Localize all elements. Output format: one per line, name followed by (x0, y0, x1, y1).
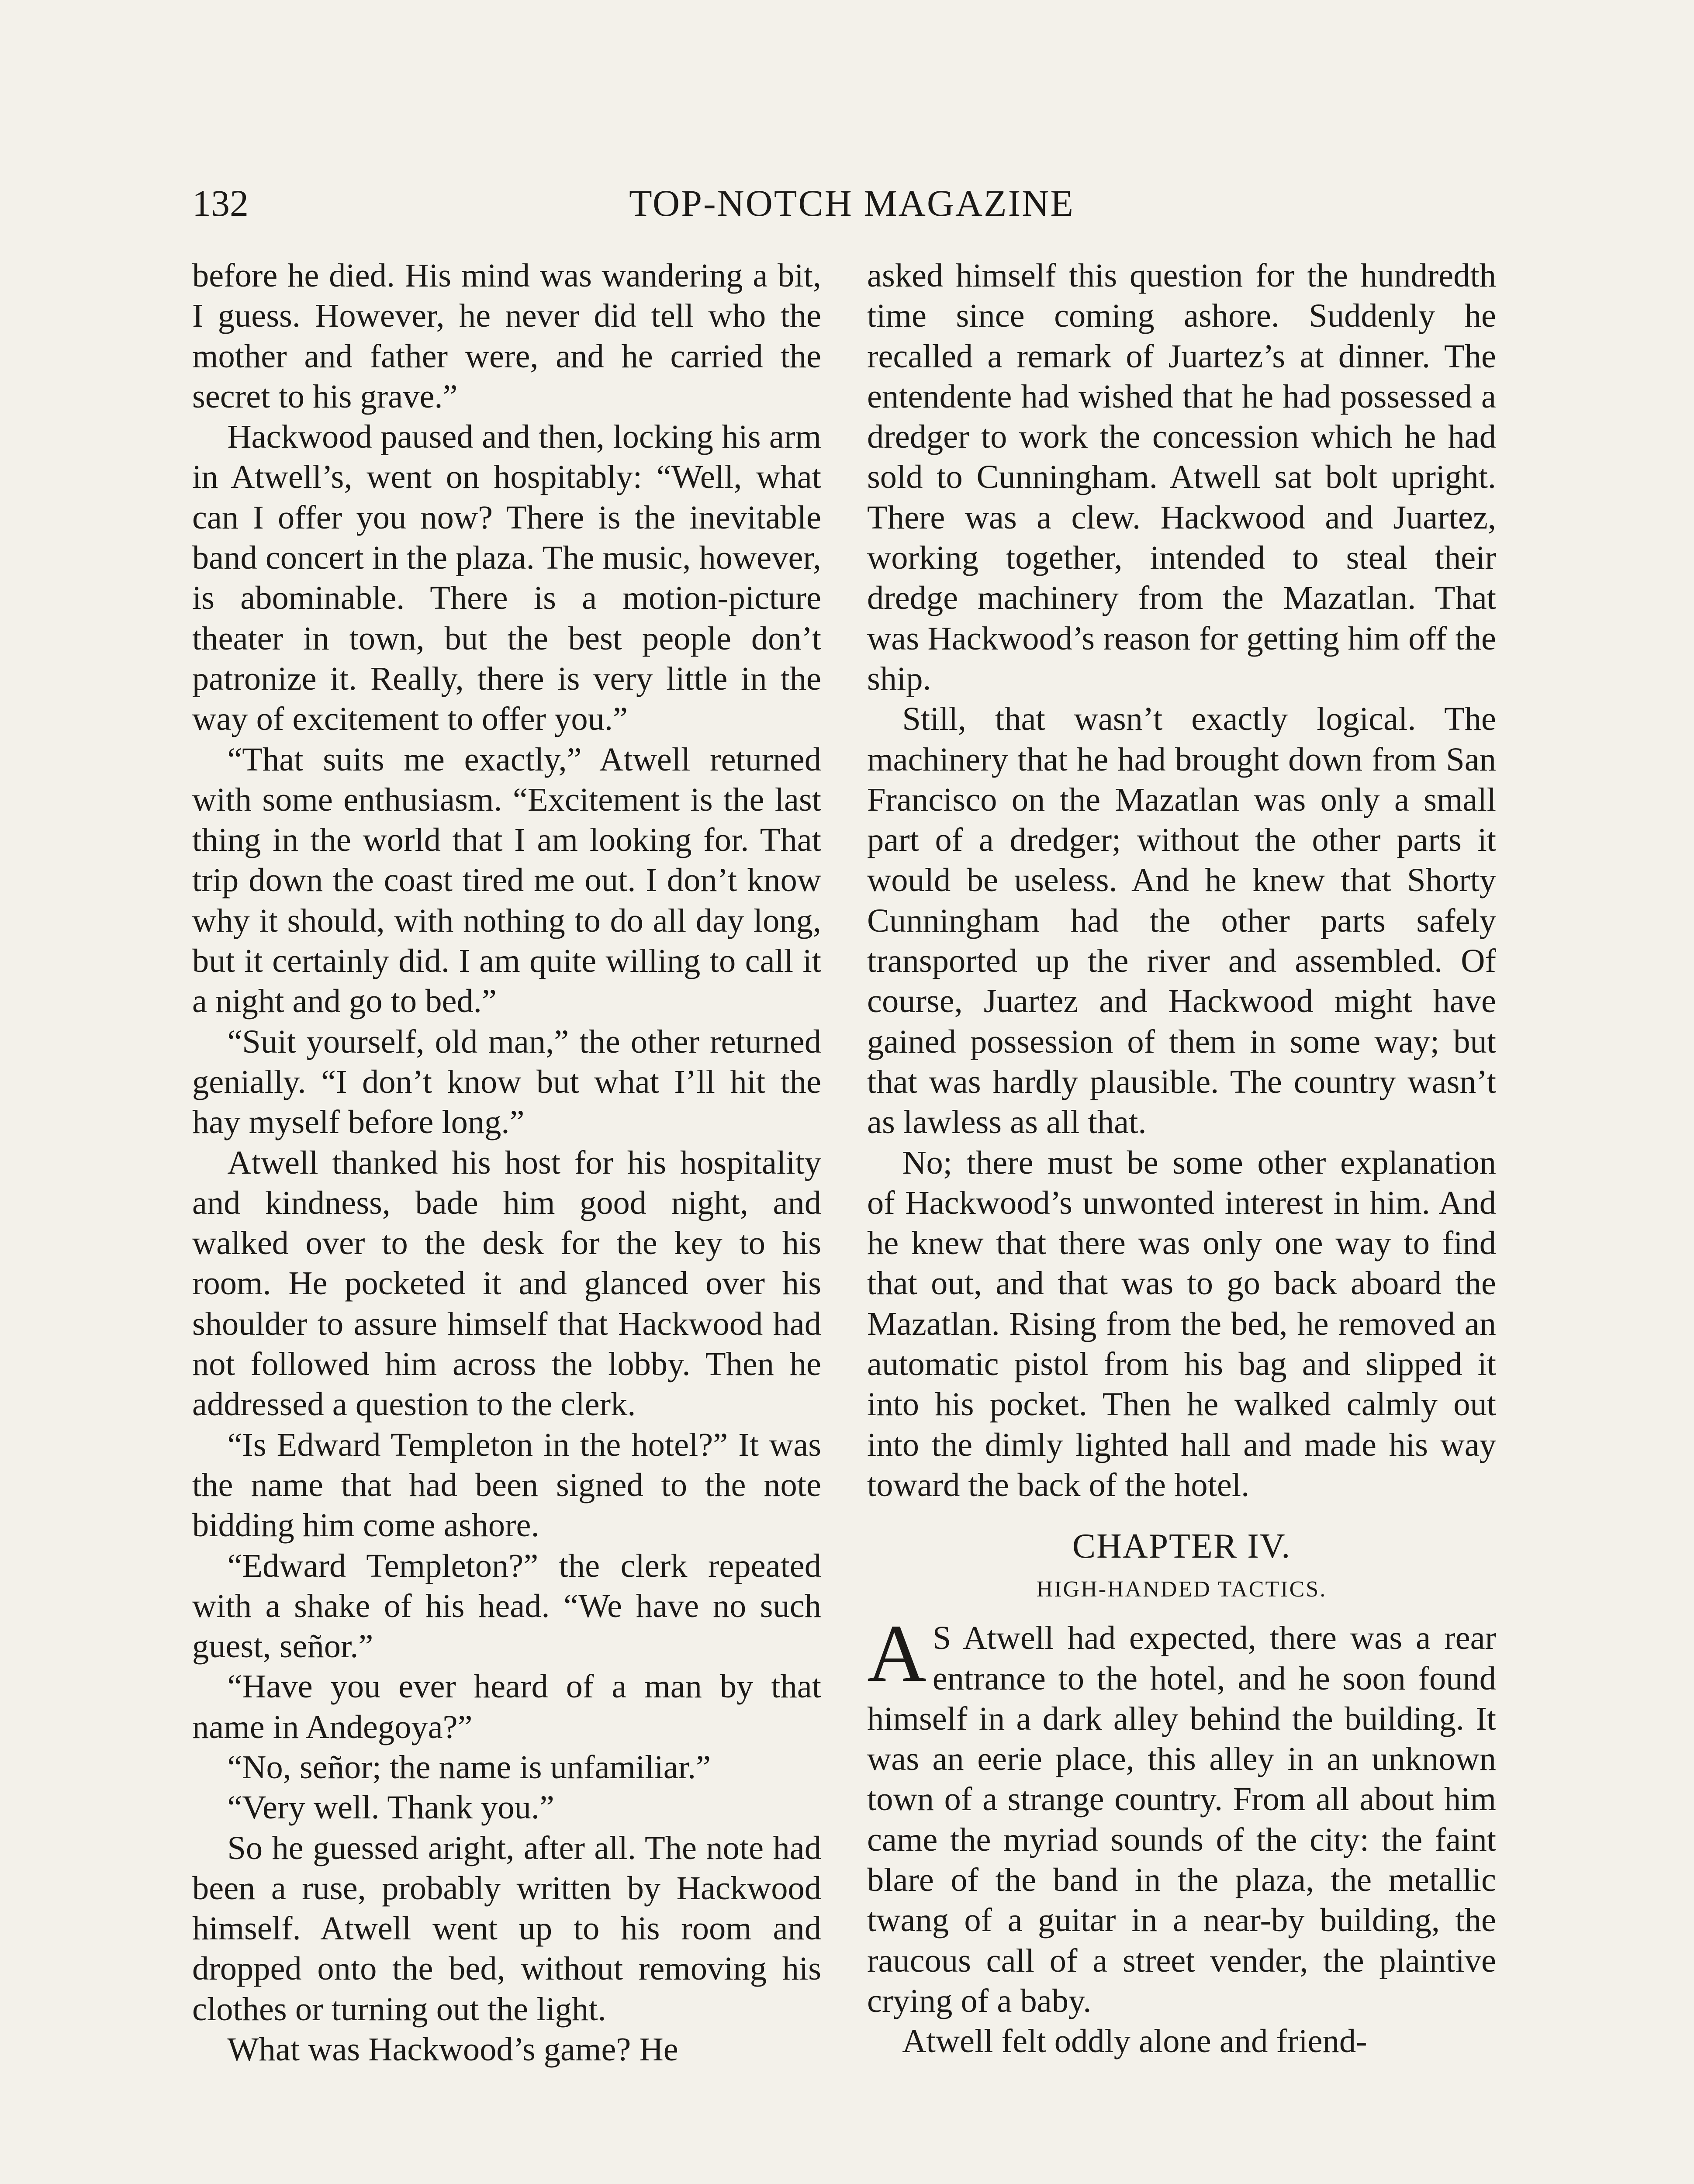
paragraph: “Very well. Thank you.” (227, 1789, 554, 1826)
running-head: TOP-NOTCH MAGAZINE (629, 182, 1075, 224)
paragraph: No; there must be some other explanation of Hackwood’s unwonted interest in him. And he knew that there was only one way to find that out, and that was to go back aboard the Mazatlan. Rising from the bed, he removed an automatic pistol from his bag and slipped it into his pocket. Then he walked calmly out into the dimly lighted hall and made his way toward the back of the hotel. (867, 1144, 1496, 1503)
paragraph: asked himself this question for the hundredth time since coming ashore. Suddenly he recalled a remark of Juartez’s at dinner. The entendente had wished that he had possessed a dredger to work the concession which he had sold to Cunningham. Atwell sat bolt upright. There was a clew. Hackwood and Juartez, working together, intended to steal their dredge machinery from the Mazatlan. That was Hackwood’s reason for getting him off the ship. (867, 257, 1496, 697)
page-header (192, 179, 1511, 227)
paragraph: before he died. His mind was wandering a bit, I guess. However, he never did tell who the mother and father were, and he carried the secret to his grave.” (192, 257, 821, 415)
paragraph: “That suits me exactly,” Atwell returned with some enthusiasm. “Excitement is the last thing in the world that I am looking for. That trip down the coast tired me out. I don’t know why it should, with nothing to do all day long, but it certainly did. I am quite willing to call it a night and go to bed.” (192, 740, 821, 1020)
paragraph: “Edward Templeton?” the clerk repeated with a shake of his head. “We have no such guest, señor.” (192, 1547, 821, 1665)
paragraph: “Suit yourself, old man,” the other returned genially. “I don’t know but what I’ll hit the hay myself before long.” (192, 1023, 821, 1141)
paragraph: So he guessed aright, after all. The note had been a ruse, probably written by Hackwood himself. Atwell went up to his room and dropped onto the bed, without removing his clothes or turning out the light. (192, 1829, 821, 2028)
left-column (192, 256, 821, 2070)
paragraph: Hackwood paused and then, locking his arm in Atwell’s, went on hospitably: “Well, what can I offer you now? There is the inevitable band concert in the plaza. The music, however, is abominable. There is a motion-picture theater in town, but the best people don’t patronize it. Really, there is very little in the way of excitement to offer you.” (192, 418, 821, 738)
paragraph-text: S Atwell had expected, there was a rear entrance to the hotel, and he soon found himself in a dark alley behind the building. It was an eerie place, this alley in an unknown town of a strange country. From all about him came the myriad sounds of the city: the faint blare of the band in the plaza, the metallic twang of a guitar in a near-by building, the raucous call of a street vender, the plaintive crying of a baby. (867, 1619, 1496, 2019)
paragraph: What was Hackwood’s game? He (227, 2031, 678, 2068)
paragraph: “Is Edward Templeton in the hotel?” It was the name that had been signed to the note bidding him come ashore. (192, 1426, 821, 1544)
paragraph: “Have you ever heard of a man by that name in Andegoya?” (192, 1668, 821, 1745)
drop-cap: A (867, 1607, 927, 1699)
paragraph: Atwell felt oddly alone and friend- (902, 2022, 1367, 2060)
paragraph: Atwell thanked his host for his hospitality and kindness, bade him good night, and walked over to the desk for the key to his room. He pocketed it and glanced over his shoulder to assure himself that Hackwood had not followed him across the lobby. Then he addressed a question to the clerk. (192, 1144, 821, 1423)
chapter-subtitle: HIGH-HANDED TACTICS. (1036, 1577, 1327, 1602)
chapter-title: CHAPTER IV. (1072, 1527, 1291, 1566)
paragraph: “No, señor; the name is unfamiliar.” (227, 1748, 711, 1786)
page-number: 132 (192, 182, 249, 224)
paragraph: Still, that wasn’t exactly logical. The machinery that he had brought down from San Francisco on the Mazatlan was only a small part of a dredger; without the other parts it would be useless. And he knew that Shorty Cunningham had the other parts safely transported up the river and assembled. Of course, Juartez and Hackwood might have gained possession of them in some way; but that was hardly plausible. The country wasn’t as lawless as all that. (867, 700, 1496, 1141)
right-column (867, 256, 1496, 2061)
chapter-opening-paragraph (867, 1607, 1496, 2021)
